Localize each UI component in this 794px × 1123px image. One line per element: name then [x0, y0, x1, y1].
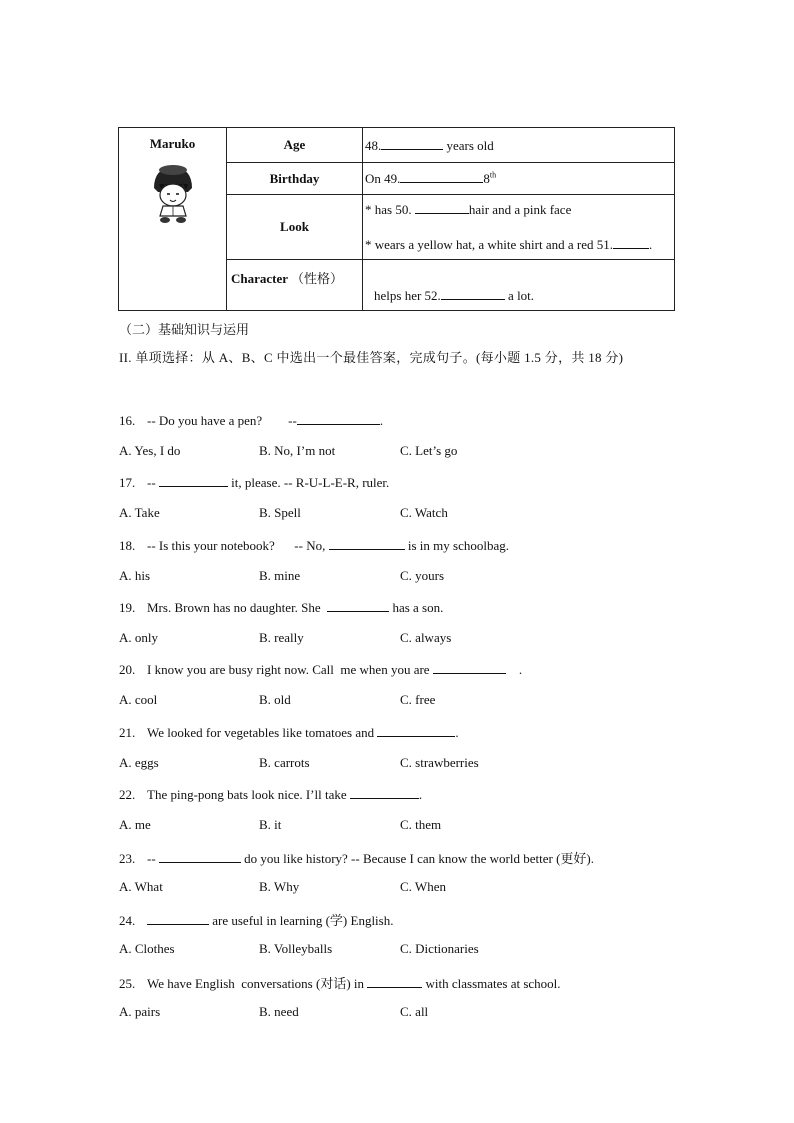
age-label: Age	[227, 128, 363, 163]
question-number: 23.	[119, 851, 136, 867]
question-text-end: .	[505, 662, 523, 678]
option-c[interactable]: C. yours	[400, 567, 445, 583]
option-c[interactable]: C. Let’s go	[400, 443, 458, 458]
question-text-start: We have English conversations (对话) in	[147, 975, 368, 991]
answer-blank[interactable]	[367, 975, 422, 988]
option-a[interactable]: A. pairs	[119, 1003, 161, 1019]
question-25	[119, 973, 561, 992]
option-a[interactable]: A. Yes, I do	[119, 443, 181, 458]
question-number: 25.	[119, 975, 136, 991]
answer-blank-50[interactable]	[415, 201, 469, 214]
option-a[interactable]: A. Clothes	[119, 941, 175, 957]
option-c[interactable]: C. Dictionaries	[400, 941, 479, 957]
look-label: Look	[227, 195, 363, 260]
instruction-text: II. 单项选择：从 A、B、C 中选出一个最佳答案，完成句子。(每小题 1.5 分，共 18 分)	[119, 350, 624, 365]
question-number: 22.	[119, 786, 136, 802]
answer-blank[interactable]	[377, 724, 455, 737]
section-heading: （二）基础知识与运用	[119, 322, 250, 337]
question-text-end: do you like history? -- Because I can know the world better (更好).	[240, 851, 594, 867]
question-text-end: with classmates at school.	[422, 975, 561, 991]
question-text-end: it, please. -- R-U-L-E-R, ruler.	[227, 475, 390, 491]
question-number: 19.	[119, 599, 136, 615]
option-c[interactable]: C. all	[400, 1003, 429, 1019]
option-c[interactable]: C. When	[400, 879, 446, 895]
question-22	[119, 786, 422, 803]
option-b[interactable]: B. mine	[259, 567, 301, 583]
option-b[interactable]: B. need	[259, 1003, 299, 1019]
option-b[interactable]: B. Why	[259, 879, 300, 895]
age-value: 48. years old	[363, 128, 675, 163]
question-text-end: are useful in learning (学) English.	[209, 913, 394, 929]
answer-blank[interactable]	[350, 786, 419, 799]
question-text-start: -- Is this your notebook? -- No,	[147, 537, 329, 553]
answer-blank-48[interactable]	[381, 137, 443, 150]
answer-blank-52[interactable]	[441, 287, 505, 300]
answer-blank[interactable]	[159, 474, 228, 487]
option-c[interactable]: C. always	[400, 629, 452, 645]
question-20	[119, 661, 522, 678]
question-text-end: .	[379, 413, 384, 428]
answer-blank[interactable]	[327, 599, 389, 612]
answer-blank[interactable]	[329, 537, 405, 550]
option-b[interactable]: B. Spell	[259, 505, 301, 521]
option-b[interactable]: B. carrots	[259, 754, 310, 770]
option-b[interactable]: B. old	[259, 692, 291, 708]
question-24	[119, 910, 393, 929]
question-number: 24.	[119, 913, 136, 929]
option-a[interactable]: A. me	[119, 816, 151, 832]
option-b[interactable]: B. really	[259, 629, 304, 645]
option-b[interactable]: B. Volleyballs	[259, 941, 333, 957]
option-a[interactable]: A. only	[119, 629, 158, 645]
character-name: Maruko	[149, 136, 196, 151]
question-17	[119, 474, 389, 491]
character-cell	[119, 128, 227, 311]
option-c[interactable]: C. strawberries	[400, 754, 479, 770]
question-19	[119, 599, 443, 616]
option-a[interactable]: A. Take	[119, 505, 160, 521]
question-text-start: I know you are busy right now. Call me when you are	[147, 662, 433, 678]
maruko-illustration	[150, 162, 196, 224]
question-text-end: .	[418, 786, 423, 802]
answer-blank[interactable]	[297, 412, 380, 425]
birthday-value: On 49. 8th	[363, 163, 675, 195]
option-b[interactable]: B. it	[259, 816, 282, 832]
question-text-start: The ping-pong bats look nice. I’ll take	[147, 786, 350, 802]
option-c[interactable]: C. Watch	[400, 505, 448, 521]
option-b[interactable]: B. No, I’m not	[259, 443, 336, 458]
question-16	[119, 412, 383, 429]
answer-blank-49[interactable]	[400, 170, 483, 183]
question-23	[119, 848, 594, 867]
question-text-start: -- Do you have a pen? --	[147, 413, 297, 428]
option-a[interactable]: A. eggs	[119, 754, 159, 770]
answer-blank[interactable]	[147, 912, 209, 925]
option-c[interactable]: C. them	[400, 816, 442, 832]
option-a[interactable]: A. What	[119, 879, 163, 895]
question-text-end: is in my schoolbag.	[404, 537, 509, 553]
question-18	[119, 537, 509, 554]
question-text-end: has a son.	[389, 599, 444, 615]
question-text-start: --	[147, 475, 159, 491]
answer-blank[interactable]	[159, 850, 241, 863]
maruko-profile-table	[118, 127, 675, 311]
birthday-label: Birthday	[227, 163, 363, 195]
question-text-end: .	[455, 724, 459, 740]
question-number: 21.	[119, 724, 136, 740]
option-c[interactable]: C. free	[400, 692, 436, 708]
question-21	[119, 724, 459, 741]
question-number: 16.	[119, 413, 136, 428]
character-label: Character （性格）	[227, 260, 363, 311]
question-number: 20.	[119, 662, 136, 678]
question-text-start: We looked for vegetables like tomatoes and	[147, 724, 378, 740]
answer-blank[interactable]	[433, 661, 506, 674]
look-value: * has 50. hair and a pink face * wears a yellow hat, a white shirt and a red 51. .	[363, 195, 675, 260]
question-number: 18.	[119, 537, 136, 553]
option-a[interactable]: A. cool	[119, 692, 158, 708]
option-a[interactable]: A. his	[119, 567, 151, 583]
character-value: helps her 52. a lot.	[363, 260, 675, 311]
answer-blank-51[interactable]	[613, 236, 649, 249]
question-text-start: Mrs. Brown has no daughter. She	[147, 599, 328, 615]
question-text-start: --	[147, 851, 159, 867]
question-number: 17.	[119, 475, 136, 491]
